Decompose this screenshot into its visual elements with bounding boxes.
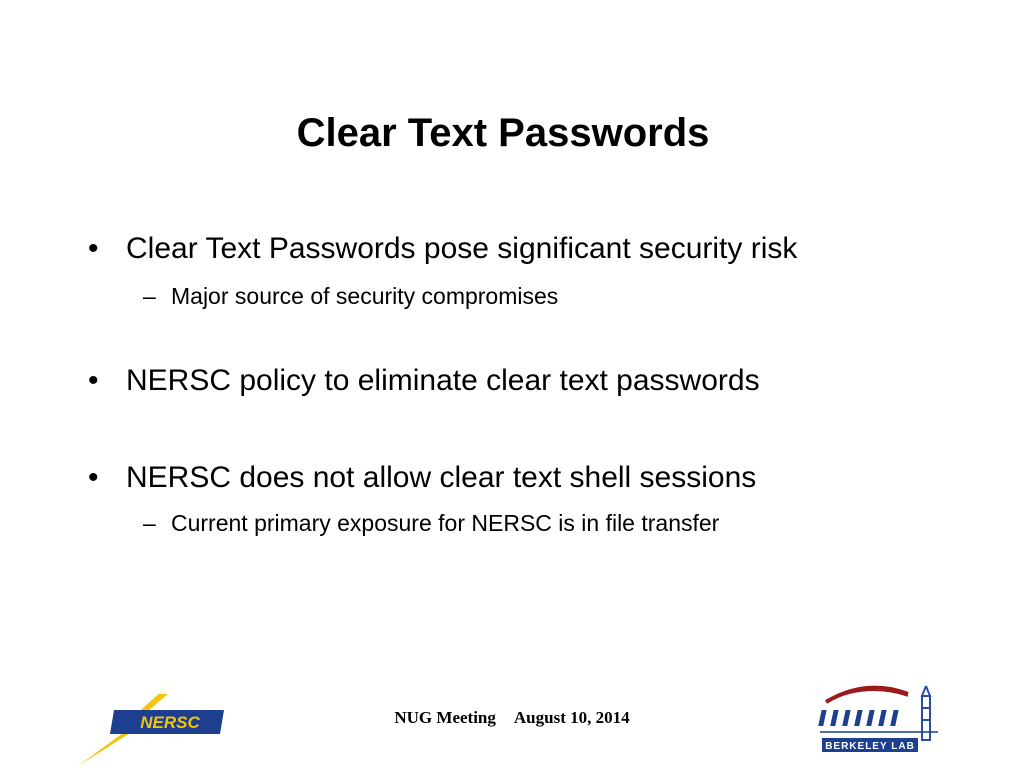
footer-meeting: NUG Meeting — [394, 708, 496, 727]
berkeley-logo-text: BERKELEY LAB — [825, 741, 915, 752]
bullet-text: NERSC does not allow clear text shell sessions — [126, 461, 757, 494]
footer-date: August 10, 2014 — [513, 708, 630, 727]
nersc-logo-text: NERSC — [140, 713, 200, 732]
sub-bullet-item — [143, 282, 558, 310]
bullet-item — [88, 231, 797, 267]
bullet-item — [88, 363, 760, 399]
bullet-text: NERSC policy to eliminate clear text passwords — [126, 364, 760, 397]
sub-bullet-glyph: – — [143, 283, 156, 309]
sub-bullet-item — [143, 509, 719, 537]
bullet-glyph: • — [88, 461, 99, 494]
colonnade — [818, 710, 898, 726]
sub-bullet-text: Major source of security compromises — [171, 283, 559, 309]
bullet-glyph: • — [88, 232, 99, 265]
slide-title: Clear Text Passwords — [296, 111, 710, 155]
bullet-glyph: • — [88, 364, 99, 397]
berkeley-lab-logo — [818, 680, 948, 760]
bullet-item — [88, 460, 756, 496]
sub-bullet-text: Current primary exposure for NERSC is in file transfer — [171, 510, 720, 536]
bullet-text: Clear Text Passwords pose significant security risk — [126, 232, 798, 265]
sub-bullet-glyph: – — [143, 510, 156, 536]
